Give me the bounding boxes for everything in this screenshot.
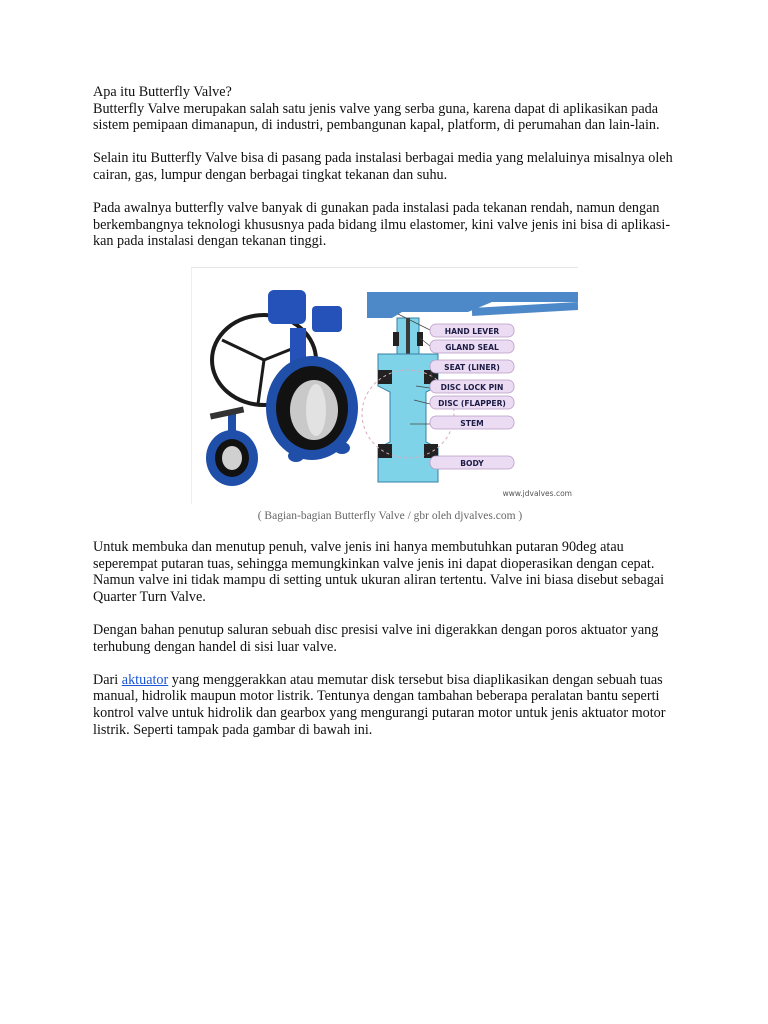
aktuator-link[interactable]: aktuator bbox=[121, 671, 169, 688]
valve-illustration bbox=[192, 268, 578, 504]
paragraph-6-after-link: yang menggerakkan atau memutar disk tersebut bisa diaplikasikan dengan sebuah tuas manual, hidrolik maupun motor listrik. Tentunya dengan tambahan beberapa peralatan bantu seperti kontrol valve untuk hidrolik dan gearbox yang mengurangi putaran motor untuk jenis aktuator motor listrik. Seperti tampak pada gambar di bawah ini. bbox=[93, 671, 666, 738]
document-title: Apa itu Butterfly Valve? bbox=[93, 84, 232, 100]
label-disc-lock-pin: DISC LOCK PIN bbox=[440, 382, 504, 392]
label-hand-lever: HAND LEVER bbox=[444, 326, 500, 336]
label-gland-seal: GLAND SEAL bbox=[445, 342, 499, 352]
paragraph-6-before-link: Dari bbox=[93, 671, 122, 688]
valve-photo bbox=[206, 290, 358, 486]
label-seat-liner: SEAT (LINER) bbox=[444, 362, 500, 372]
paragraph-6 bbox=[93, 672, 683, 738]
label-stem: STEM bbox=[460, 418, 484, 428]
paragraph-2: Selain itu Butterfly Valve bisa di pasang pada instalasi berbagai media yang melaluinya misalnya oleh cairan, gas, lumpur dengan berbagai tingkat tekanan dan suhu. bbox=[93, 150, 673, 183]
label-body: BODY bbox=[460, 458, 484, 468]
figure-caption: ( Bagian-bagian Butterfly Valve / gbr oleh djvalves.com ) bbox=[257, 509, 523, 522]
figure-watermark: www.jdvalves.com bbox=[502, 488, 572, 498]
paragraph-1: Butterfly Valve merupakan salah satu jenis valve yang serba guna, karena dapat di aplikasikan pada sistem pemipaan dimanapun, di industri, pembangunan kapal, platform, di perumahan dan lain-lain. bbox=[93, 100, 660, 134]
butterfly-valve-figure bbox=[191, 267, 578, 504]
label-disc-flapper: DISC (FLAPPER) bbox=[438, 398, 506, 408]
diagram-labels bbox=[430, 324, 514, 469]
paragraph-3: Pada awalnya butterfly valve banyak di gunakan pada instalasi pada tekanan rendah, namun dengan berkembangnya teknologi khususnya pada bidang ilmu elastomer, kini valve jenis ini bisa di aplikasi-kan pada instalasi dengan tekanan tinggi. bbox=[93, 200, 671, 250]
valve-cross-section bbox=[362, 292, 578, 498]
paragraph-4: Untuk membuka dan menutup penuh, valve jenis ini hanya membutuhkan putaran 90deg atau seperempat putaran tuas, sehingga memungkinkan valve jenis ini dapat dioperasikan dengan cepat. Namun valve ini tidak mampu di setting untuk ukuran aliran tertentu. Valve ini biasa disebut sebagai Quarter Turn Valve. bbox=[93, 539, 665, 605]
document-content bbox=[93, 84, 683, 738]
paragraph-5: Dengan bahan penutup saluran sebuah disc presisi valve ini digerakkan dengan poros aktuator yang terhubung dengan handel di sisi luar valve. bbox=[93, 622, 659, 655]
